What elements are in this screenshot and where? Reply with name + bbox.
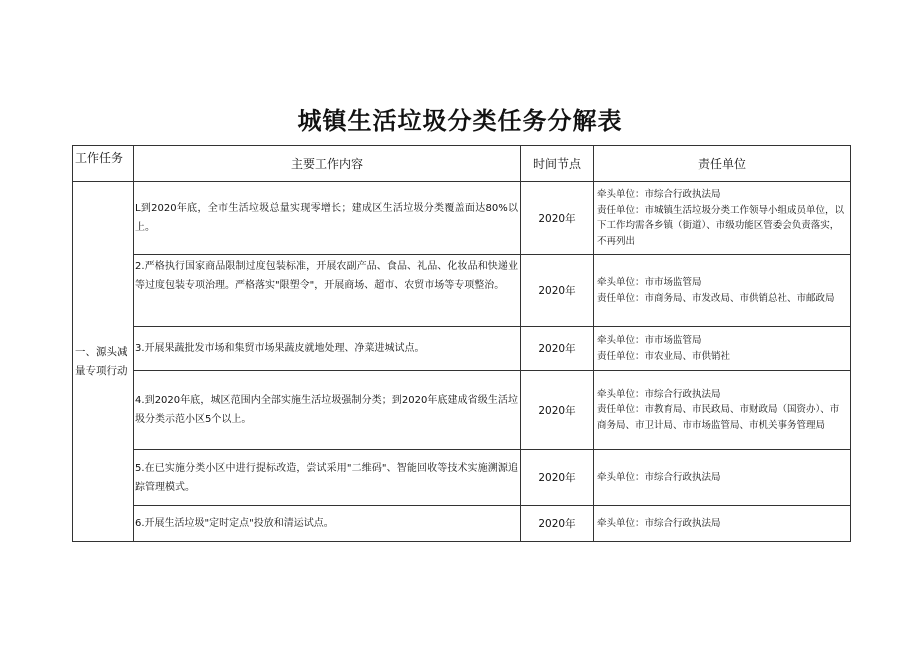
time-cell: 2020年 xyxy=(521,506,594,542)
table-row xyxy=(73,450,851,506)
unit-cell xyxy=(594,182,851,255)
lead-unit: 牵头单位：市市场监管局 xyxy=(597,277,702,288)
lead-unit: 牵头单位：市综合行政执法局 xyxy=(597,471,721,483)
time-cell: 2020年 xyxy=(521,371,594,450)
responsible-units: 责任单位：市商务局、市发改局、市供销总社、市邮政局 xyxy=(597,292,835,304)
content-cell: L到2020年底，全市生活垃圾总量实现零增长；建成区生活垃圾分类覆盖面达80%以上。 xyxy=(134,182,521,255)
header-content: 主要工作内容 xyxy=(134,146,521,182)
responsible-units: 责任单位：市教育局、市民政局、市财政局（国资办）、市商务局、市卫计局、市市场监管局、市机关事务管理局 xyxy=(597,404,840,431)
time-cell: 2020年 xyxy=(521,450,594,506)
unit-cell xyxy=(594,506,851,542)
content-cell: 3.开展果蔬批发市场和集贸市场果蔬皮就地处理、净菜进城试点。 xyxy=(134,327,521,371)
table-row xyxy=(73,182,851,255)
category-cell: 一、源头减量专项行动 xyxy=(73,182,134,542)
unit-cell xyxy=(594,255,851,327)
table-row xyxy=(73,506,851,542)
unit-cell xyxy=(594,450,851,506)
header-row xyxy=(73,146,851,182)
table-row xyxy=(73,255,851,327)
responsible-units: 责任单位：市农业局、市供销社 xyxy=(597,350,731,362)
unit-cell xyxy=(594,371,851,450)
content-cell xyxy=(134,255,521,327)
time-cell: 2020年 xyxy=(521,182,594,255)
responsible-units: 责任单位：市城镇生活垃圾分类工作领导小组成员单位，以下工作均需各乡镇（街道）、市级功能区管委会负责落实，不再列出 xyxy=(597,204,845,247)
header-unit: 责任单位 xyxy=(594,146,851,182)
content-cell: 6.开展生活垃圾"定时定点"投放和清运试点。 xyxy=(134,506,521,542)
lead-unit: 牵头单位：市市场监管局 xyxy=(597,335,702,346)
lead-unit: 牵头单位：市综合行政执法局 xyxy=(597,517,721,529)
time-cell: 2020年 xyxy=(521,255,594,327)
lead-unit: 牵头单位：市综合行政执法局 xyxy=(597,388,721,400)
table-row xyxy=(73,371,851,450)
time-cell: 2020年 xyxy=(521,327,594,371)
header-time: 时间节点 xyxy=(521,146,594,182)
content-cell: 5.在已实施分类小区中进行提标改造，尝试采用"二维码"、智能回收等技术实施溯源追踪管理模式。 xyxy=(134,450,521,506)
header-task: 工作任务 xyxy=(73,146,134,182)
lead-unit: 牵头单位：市综合行政执法局 xyxy=(597,189,721,200)
content-text: 2.严格执行国家商品限制过度包装标准，开展农副产品、食品、礼品、化妆品和快递业等过度包装专项治理。严格落实"限塑令"，开展商场、超市、农贸市场等专项整治。 xyxy=(135,260,518,291)
page-title: 城镇生活垃圾分类任务分解表 xyxy=(297,107,623,135)
unit-cell xyxy=(594,327,851,371)
task-table xyxy=(72,145,851,542)
table-row xyxy=(73,327,851,371)
content-cell: 4.到2020年底，城区范围内全部实施生活垃圾强制分类；到2020年底建成省级生活垃圾分类示范小区5个以上。 xyxy=(134,371,521,450)
